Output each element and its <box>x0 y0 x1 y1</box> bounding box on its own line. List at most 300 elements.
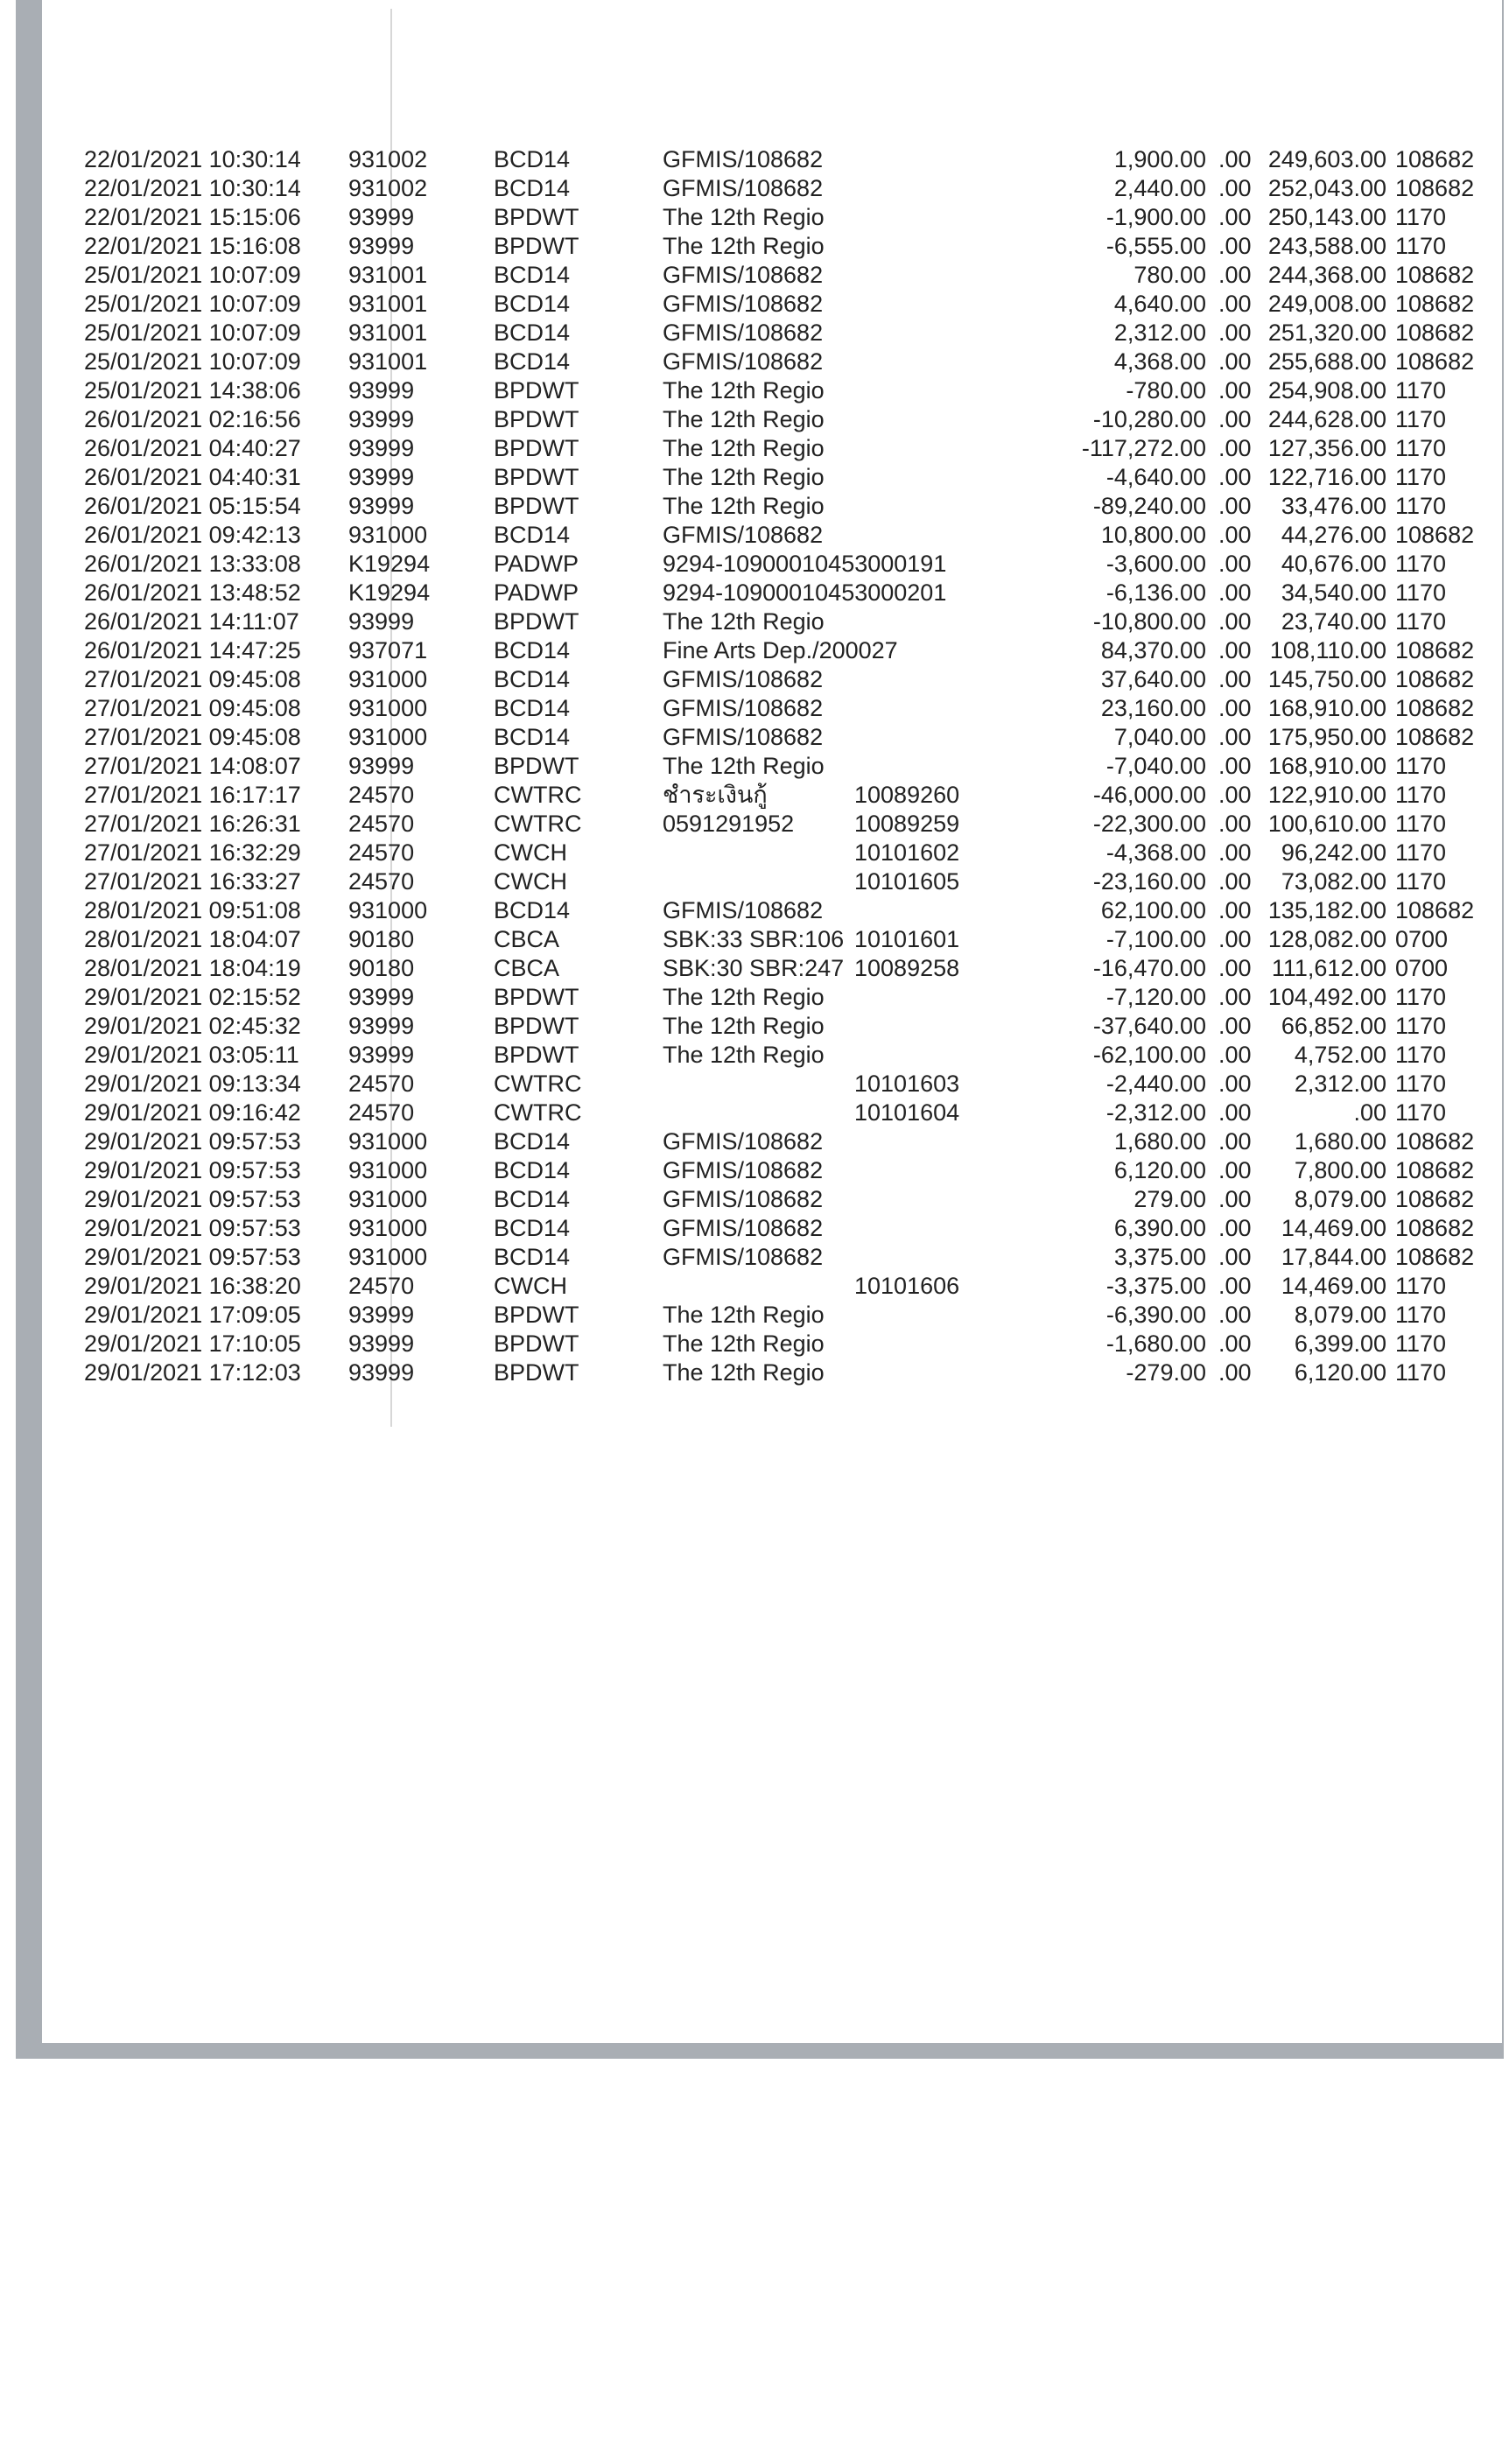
transaction-branch: 1170 <box>1395 406 1447 432</box>
transaction-amount: -1,680.00 <box>1105 1330 1206 1357</box>
transaction-amount: 2,312.00 <box>1113 319 1206 346</box>
transaction-row <box>84 781 1447 810</box>
transaction-reference: 10089258 <box>854 955 960 981</box>
transaction-balance: 34,540.00 <box>1281 579 1386 606</box>
transaction-balance: 255,688.00 <box>1267 348 1386 375</box>
transaction-branch: 108682 <box>1395 348 1475 375</box>
transaction-row <box>84 665 1475 694</box>
transaction-reference: 10101601 <box>854 926 960 952</box>
transaction-datetime: 26/01/2021 05:15:54 <box>84 493 301 519</box>
transaction-row <box>84 983 1447 1012</box>
transaction-balance: 2,312.00 <box>1294 1071 1386 1097</box>
transaction-reference: 10101603 <box>854 1071 960 1097</box>
transaction-description: GFMIS/108682 <box>663 146 824 172</box>
transaction-amount: -37,640.00 <box>1092 1013 1206 1039</box>
transaction-datetime: 28/01/2021 18:04:07 <box>84 926 301 952</box>
transaction-code: 24570 <box>348 839 415 866</box>
transaction-zero-column: .00 <box>1218 464 1252 490</box>
transaction-branch: 1170 <box>1395 1330 1447 1357</box>
transaction-row <box>84 174 1475 203</box>
transaction-amount: -117,272.00 <box>1081 435 1206 461</box>
transaction-description: GFMIS/108682 <box>663 1186 824 1212</box>
transaction-description: GFMIS/108682 <box>663 1128 824 1155</box>
transaction-type: BPDWT <box>494 435 579 461</box>
transaction-datetime: 29/01/2021 03:05:11 <box>84 1042 299 1068</box>
transaction-branch: 1170 <box>1395 233 1447 259</box>
transaction-balance: 33,476.00 <box>1281 493 1386 519</box>
transaction-row <box>84 636 1475 665</box>
transaction-description: The 12th Regio <box>663 1330 825 1357</box>
transaction-branch: 0700 <box>1395 955 1449 981</box>
transaction-row <box>84 203 1447 232</box>
transaction-type: BCD14 <box>494 1215 571 1241</box>
transaction-row <box>84 1070 1447 1099</box>
transaction-type: BPDWT <box>494 377 579 404</box>
transaction-amount: 4,368.00 <box>1113 348 1206 375</box>
transaction-row <box>84 1330 1447 1358</box>
transaction-datetime: 29/01/2021 17:10:05 <box>84 1330 301 1357</box>
transaction-amount: 1,680.00 <box>1113 1128 1206 1155</box>
transaction-zero-column: .00 <box>1218 204 1252 230</box>
transaction-type: PADWP <box>494 579 579 606</box>
transaction-row <box>84 1041 1447 1070</box>
transaction-description: The 12th Regio <box>663 984 825 1010</box>
transaction-zero-column: .00 <box>1218 811 1252 837</box>
transaction-balance: 100,610.00 <box>1267 811 1386 837</box>
transaction-reference: 10089259 <box>854 811 960 837</box>
transaction-balance: 145,750.00 <box>1267 666 1386 692</box>
transaction-zero-column: .00 <box>1218 291 1252 317</box>
transaction-row <box>84 347 1475 376</box>
transaction-branch: 1170 <box>1395 1099 1447 1126</box>
transaction-code: 93999 <box>348 464 415 490</box>
transaction-datetime: 27/01/2021 09:45:08 <box>84 724 301 750</box>
transaction-description: The 12th Regio <box>663 233 825 259</box>
transaction-description: GFMIS/108682 <box>663 1157 824 1183</box>
transaction-row <box>84 1012 1447 1041</box>
transaction-amount: -10,280.00 <box>1092 406 1206 432</box>
transaction-description: 9294-10900010453000201 <box>663 579 947 606</box>
transaction-reference: 10101605 <box>854 868 960 895</box>
transaction-row <box>84 1185 1475 1214</box>
transaction-balance: 40,676.00 <box>1281 551 1386 577</box>
transaction-datetime: 27/01/2021 16:32:29 <box>84 839 301 866</box>
transaction-row <box>84 1099 1447 1127</box>
transaction-description: 9294-10900010453000191 <box>663 551 947 577</box>
transaction-balance: 243,588.00 <box>1267 233 1386 259</box>
transaction-zero-column: .00 <box>1218 146 1252 172</box>
transaction-zero-column: .00 <box>1218 1013 1252 1039</box>
transaction-description: The 12th Regio <box>663 1013 825 1039</box>
transaction-zero-column: .00 <box>1218 637 1252 663</box>
transaction-type: CWCH <box>494 868 567 895</box>
transaction-description: The 12th Regio <box>663 464 825 490</box>
transaction-branch: 1170 <box>1395 377 1447 404</box>
transaction-type: BPDWT <box>494 1330 579 1357</box>
transaction-datetime: 25/01/2021 14:38:06 <box>84 377 301 404</box>
transaction-datetime: 29/01/2021 09:57:53 <box>84 1128 301 1155</box>
transaction-type: BPDWT <box>494 984 579 1010</box>
transaction-type: BCD14 <box>494 1186 571 1212</box>
transaction-balance: 23,740.00 <box>1281 608 1386 635</box>
transaction-zero-column: .00 <box>1218 377 1252 404</box>
transaction-type: PADWP <box>494 551 579 577</box>
transaction-branch: 108682 <box>1395 1244 1475 1270</box>
transaction-type: BPDWT <box>494 233 579 259</box>
transaction-balance: 73,082.00 <box>1281 868 1386 895</box>
transaction-zero-column: .00 <box>1218 868 1252 895</box>
transaction-balance: 104,492.00 <box>1267 984 1386 1010</box>
transaction-description: The 12th Regio <box>663 1359 825 1386</box>
transaction-amount: 84,370.00 <box>1100 637 1206 663</box>
transaction-datetime: 27/01/2021 16:33:27 <box>84 868 301 895</box>
transaction-balance: 8,079.00 <box>1294 1302 1386 1328</box>
transaction-zero-column: .00 <box>1218 1186 1252 1212</box>
transaction-description: GFMIS/108682 <box>663 666 824 692</box>
transaction-datetime: 25/01/2021 10:07:09 <box>84 319 301 346</box>
transaction-amount: 279.00 <box>1134 1186 1206 1212</box>
transaction-balance: 128,082.00 <box>1267 926 1386 952</box>
transaction-row <box>84 867 1447 896</box>
transaction-balance: 251,320.00 <box>1267 319 1386 346</box>
transaction-branch: 108682 <box>1395 1215 1475 1241</box>
transaction-zero-column: .00 <box>1218 1157 1252 1183</box>
transaction-amount: -780.00 <box>1126 377 1206 404</box>
transaction-description: Fine Arts Dep./200027 <box>663 637 898 663</box>
transaction-datetime: 29/01/2021 09:13:34 <box>84 1071 301 1097</box>
transaction-zero-column: .00 <box>1218 926 1252 952</box>
transaction-row <box>84 145 1475 174</box>
transaction-zero-column: .00 <box>1218 1128 1252 1155</box>
transaction-datetime: 29/01/2021 09:57:53 <box>84 1215 301 1241</box>
transaction-branch: 1170 <box>1395 868 1447 895</box>
transaction-code: 93999 <box>348 1042 415 1068</box>
transaction-type: CWTRC <box>494 1099 582 1126</box>
transaction-zero-column: .00 <box>1218 1215 1252 1241</box>
transaction-datetime: 26/01/2021 04:40:31 <box>84 464 301 490</box>
transaction-datetime: 27/01/2021 09:45:08 <box>84 695 301 721</box>
transaction-datetime: 22/01/2021 10:30:14 <box>84 146 301 172</box>
transaction-code: 931000 <box>348 897 428 923</box>
transaction-code: 93999 <box>348 1330 415 1357</box>
transaction-code: 931000 <box>348 1244 428 1270</box>
transaction-branch: 1170 <box>1395 435 1447 461</box>
transaction-amount: 62,100.00 <box>1100 897 1206 923</box>
transaction-zero-column: .00 <box>1218 724 1252 750</box>
transaction-amount: -7,100.00 <box>1105 926 1206 952</box>
transaction-amount: -22,300.00 <box>1092 811 1206 837</box>
transaction-row <box>84 579 1447 607</box>
transaction-datetime: 26/01/2021 14:47:25 <box>84 637 301 663</box>
transaction-row <box>84 290 1475 319</box>
transaction-type: BPDWT <box>494 1042 579 1068</box>
transaction-code: 931000 <box>348 522 428 548</box>
transaction-datetime: 26/01/2021 02:16:56 <box>84 406 301 432</box>
transaction-zero-column: .00 <box>1218 1273 1252 1299</box>
transaction-datetime: 26/01/2021 04:40:27 <box>84 435 301 461</box>
transaction-zero-column: .00 <box>1218 551 1252 577</box>
transaction-balance: 111,612.00 <box>1271 955 1386 981</box>
transaction-balance: 6,120.00 <box>1294 1359 1386 1386</box>
transaction-branch: 1170 <box>1395 753 1447 779</box>
transaction-branch: 1170 <box>1395 579 1447 606</box>
transaction-zero-column: .00 <box>1218 348 1252 375</box>
transaction-description: GFMIS/108682 <box>663 897 824 923</box>
transaction-type: BPDWT <box>494 1302 579 1328</box>
transaction-zero-column: .00 <box>1218 1359 1252 1386</box>
transaction-branch: 1170 <box>1395 608 1447 635</box>
transaction-row <box>84 607 1447 636</box>
transaction-balance: 8,079.00 <box>1294 1186 1386 1212</box>
transaction-amount: -4,640.00 <box>1105 464 1206 490</box>
transaction-row <box>84 376 1447 405</box>
transaction-amount: -6,555.00 <box>1105 233 1206 259</box>
transaction-row <box>84 1243 1475 1272</box>
transaction-zero-column: .00 <box>1218 319 1252 346</box>
transaction-description: SBK:33 SBR:106 <box>663 926 845 952</box>
transaction-row <box>84 723 1475 752</box>
transaction-amount: -7,120.00 <box>1105 984 1206 1010</box>
transaction-balance: 254,908.00 <box>1267 377 1386 404</box>
transaction-amount: -16,470.00 <box>1092 955 1206 981</box>
transaction-balance: 4,752.00 <box>1294 1042 1386 1068</box>
transaction-zero-column: .00 <box>1218 233 1252 259</box>
transaction-code: 93999 <box>348 753 415 779</box>
transaction-type: BCD14 <box>494 666 571 692</box>
transaction-row <box>84 232 1447 261</box>
transaction-description: The 12th Regio <box>663 1302 825 1328</box>
transaction-code: 931000 <box>348 666 428 692</box>
transaction-datetime: 29/01/2021 17:12:03 <box>84 1359 301 1386</box>
transaction-code: 93999 <box>348 984 415 1010</box>
transaction-code: 93999 <box>348 233 415 259</box>
transaction-row <box>84 810 1447 839</box>
transaction-reference: 10101604 <box>854 1099 960 1126</box>
transaction-type: BCD14 <box>494 695 571 721</box>
transaction-amount: -89,240.00 <box>1092 493 1206 519</box>
transaction-type: BPDWT <box>494 406 579 432</box>
transaction-description: The 12th Regio <box>663 406 825 432</box>
transaction-row <box>84 925 1449 954</box>
transaction-zero-column: .00 <box>1218 608 1252 635</box>
transaction-code: 93999 <box>348 608 415 635</box>
transaction-zero-column: .00 <box>1218 493 1252 519</box>
transaction-zero-column: .00 <box>1218 175 1252 201</box>
transaction-datetime: 27/01/2021 16:17:17 <box>84 782 301 808</box>
transaction-datetime: 25/01/2021 10:07:09 <box>84 262 301 288</box>
transaction-balance: 122,910.00 <box>1267 782 1386 808</box>
transaction-balance: 168,910.00 <box>1267 753 1386 779</box>
transaction-datetime: 29/01/2021 02:15:52 <box>84 984 301 1010</box>
transaction-row <box>84 752 1447 781</box>
transaction-code: 93999 <box>348 377 415 404</box>
transaction-branch: 108682 <box>1395 291 1475 317</box>
transaction-description: The 12th Regio <box>663 1042 825 1068</box>
transaction-amount: -2,440.00 <box>1105 1071 1206 1097</box>
transaction-description: The 12th Regio <box>663 493 825 519</box>
transaction-branch: 1170 <box>1395 464 1447 490</box>
transaction-zero-column: .00 <box>1218 522 1252 548</box>
transaction-description: GFMIS/108682 <box>663 175 824 201</box>
transaction-amount: -6,136.00 <box>1105 579 1206 606</box>
transaction-amount: 6,120.00 <box>1113 1157 1206 1183</box>
transaction-type: BCD14 <box>494 724 571 750</box>
transaction-branch: 108682 <box>1395 1157 1475 1183</box>
transaction-type: BPDWT <box>494 1359 579 1386</box>
transaction-row <box>84 839 1447 867</box>
transaction-code: 931000 <box>348 1215 428 1241</box>
transaction-code: 90180 <box>348 926 415 952</box>
transaction-code: 93999 <box>348 1359 415 1386</box>
transaction-balance: 96,242.00 <box>1281 839 1386 866</box>
transaction-zero-column: .00 <box>1218 897 1252 923</box>
transaction-branch: 108682 <box>1395 637 1475 663</box>
transaction-zero-column: .00 <box>1218 579 1252 606</box>
transaction-description: GFMIS/108682 <box>663 1215 824 1241</box>
transaction-code: 24570 <box>348 1071 415 1097</box>
transaction-amount: 37,640.00 <box>1100 666 1206 692</box>
transaction-type: BCD14 <box>494 348 571 375</box>
transaction-zero-column: .00 <box>1218 753 1252 779</box>
transaction-code: 931001 <box>348 348 428 375</box>
transaction-zero-column: .00 <box>1218 1071 1252 1097</box>
transaction-branch: 108682 <box>1395 146 1475 172</box>
transaction-zero-column: .00 <box>1218 695 1252 721</box>
transaction-datetime: 29/01/2021 09:57:53 <box>84 1186 301 1212</box>
transaction-zero-column: .00 <box>1218 262 1252 288</box>
transaction-code: K19294 <box>348 551 431 577</box>
transaction-amount: 6,390.00 <box>1113 1215 1206 1241</box>
transaction-branch: 1170 <box>1395 204 1447 230</box>
transaction-branch: 108682 <box>1395 897 1475 923</box>
transaction-datetime: 26/01/2021 14:11:07 <box>84 608 299 635</box>
transaction-type: CWTRC <box>494 1071 582 1097</box>
transaction-row <box>84 896 1475 925</box>
transaction-row <box>84 1156 1475 1185</box>
transaction-amount: -3,600.00 <box>1105 551 1206 577</box>
transaction-zero-column: .00 <box>1218 1042 1252 1068</box>
transaction-zero-column: .00 <box>1218 435 1252 461</box>
transaction-type: BCD14 <box>494 319 571 346</box>
transaction-zero-column: .00 <box>1218 1302 1252 1328</box>
transaction-row <box>84 463 1447 492</box>
transaction-description: GFMIS/108682 <box>663 262 824 288</box>
transaction-description: The 12th Regio <box>663 204 825 230</box>
transaction-branch: 108682 <box>1395 666 1475 692</box>
transaction-branch: 1170 <box>1395 1273 1447 1299</box>
transaction-balance: 250,143.00 <box>1267 204 1386 230</box>
transaction-description: The 12th Regio <box>663 753 825 779</box>
transaction-type: BCD14 <box>494 1157 571 1183</box>
transaction-description: SBK:30 SBR:247 <box>663 955 845 981</box>
transaction-code: 93999 <box>348 1013 415 1039</box>
transaction-code: 93999 <box>348 406 415 432</box>
transaction-datetime: 29/01/2021 16:38:20 <box>84 1273 301 1299</box>
transaction-branch: 1170 <box>1395 839 1447 866</box>
transaction-description: ชำระเงินกู้ <box>663 782 768 808</box>
transaction-branch: 108682 <box>1395 1186 1475 1212</box>
transaction-balance: 127,356.00 <box>1267 435 1386 461</box>
transaction-branch: 108682 <box>1395 695 1475 721</box>
transaction-type: BCD14 <box>494 262 571 288</box>
transaction-datetime: 22/01/2021 15:16:08 <box>84 233 301 259</box>
transaction-code: 24570 <box>348 782 415 808</box>
transaction-branch: 1170 <box>1395 1302 1447 1328</box>
transaction-reference: 10101602 <box>854 839 960 866</box>
transaction-branch: 1170 <box>1395 493 1447 519</box>
transaction-amount: -6,390.00 <box>1105 1302 1206 1328</box>
transaction-type: BPDWT <box>494 608 579 635</box>
transaction-row <box>84 434 1447 463</box>
transaction-branch: 0700 <box>1395 926 1449 952</box>
transaction-amount: 10,800.00 <box>1100 522 1206 548</box>
transaction-code: 931002 <box>348 175 428 201</box>
transaction-datetime: 25/01/2021 10:07:09 <box>84 291 301 317</box>
transaction-row <box>84 694 1475 723</box>
transaction-zero-column: .00 <box>1218 1244 1252 1270</box>
transaction-type: CBCA <box>494 926 560 952</box>
transaction-datetime: 29/01/2021 02:45:32 <box>84 1013 301 1039</box>
transaction-branch: 108682 <box>1395 262 1475 288</box>
transaction-zero-column: .00 <box>1218 1099 1252 1126</box>
transaction-code: 90180 <box>348 955 415 981</box>
transaction-zero-column: .00 <box>1218 955 1252 981</box>
transaction-description: The 12th Regio <box>663 608 825 635</box>
transaction-table <box>84 145 1475 1387</box>
transaction-row <box>84 521 1475 550</box>
transaction-amount: 23,160.00 <box>1100 695 1206 721</box>
transaction-datetime: 28/01/2021 09:51:08 <box>84 897 301 923</box>
transaction-type: CWTRC <box>494 811 582 837</box>
transaction-datetime: 27/01/2021 16:26:31 <box>84 811 301 837</box>
transaction-row <box>84 550 1447 579</box>
transaction-datetime: 27/01/2021 14:08:07 <box>84 753 301 779</box>
transaction-amount: 7,040.00 <box>1113 724 1206 750</box>
transaction-type: BPDWT <box>494 1013 579 1039</box>
transaction-branch: 108682 <box>1395 1128 1475 1155</box>
transaction-code: 24570 <box>348 1099 415 1126</box>
transaction-type: BPDWT <box>494 464 579 490</box>
transaction-description: GFMIS/108682 <box>663 291 824 317</box>
transaction-datetime: 29/01/2021 09:57:53 <box>84 1157 301 1183</box>
transaction-row <box>84 261 1475 290</box>
transaction-balance: 17,844.00 <box>1281 1244 1386 1270</box>
transaction-amount: -1,900.00 <box>1105 204 1206 230</box>
transaction-branch: 1170 <box>1395 551 1447 577</box>
transaction-branch: 1170 <box>1395 811 1447 837</box>
transaction-amount: 1,900.00 <box>1113 146 1206 172</box>
transaction-branch: 108682 <box>1395 175 1475 201</box>
transaction-code: K19294 <box>348 579 431 606</box>
transaction-balance: 135,182.00 <box>1267 897 1386 923</box>
transaction-amount: -3,375.00 <box>1105 1273 1206 1299</box>
transaction-branch: 1170 <box>1395 1013 1447 1039</box>
transaction-type: BCD14 <box>494 175 571 201</box>
transaction-datetime: 25/01/2021 10:07:09 <box>84 348 301 375</box>
transaction-balance: 249,603.00 <box>1267 146 1386 172</box>
transaction-code: 93999 <box>348 493 415 519</box>
transaction-balance: 244,628.00 <box>1267 406 1386 432</box>
transaction-type: CWTRC <box>494 782 582 808</box>
transaction-code: 24570 <box>348 868 415 895</box>
transaction-description: The 12th Regio <box>663 377 825 404</box>
transaction-datetime: 29/01/2021 09:57:53 <box>84 1244 301 1270</box>
transaction-balance: 66,852.00 <box>1281 1013 1386 1039</box>
transaction-amount: -10,800.00 <box>1092 608 1206 635</box>
transaction-code: 931001 <box>348 291 428 317</box>
transaction-reference: 10101606 <box>854 1273 960 1299</box>
transaction-code: 931000 <box>348 724 428 750</box>
